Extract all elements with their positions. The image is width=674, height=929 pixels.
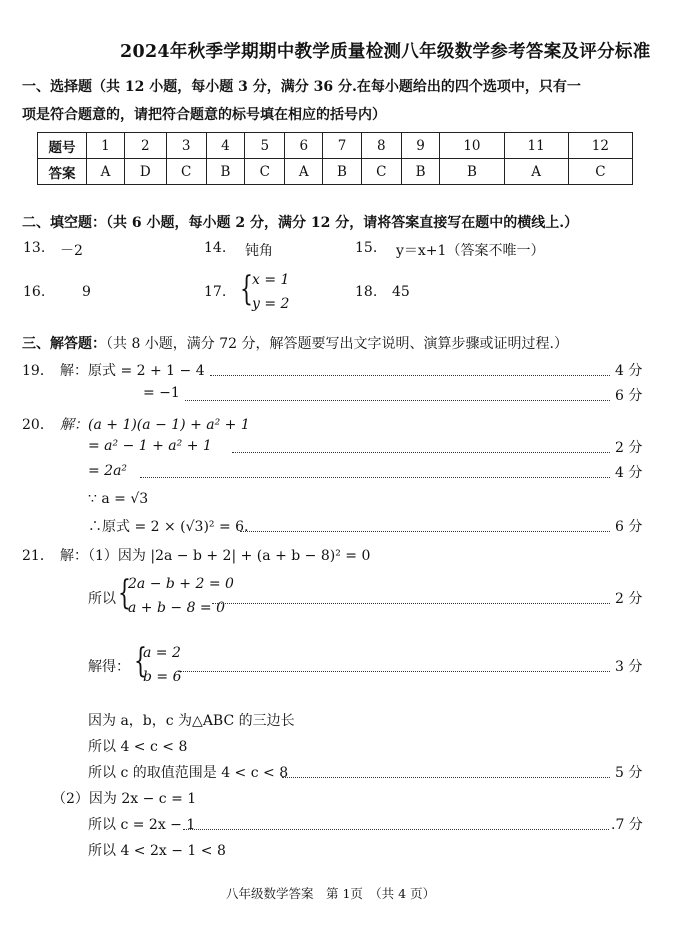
- table-cell: B: [401, 159, 440, 185]
- q16-number: 16.: [23, 284, 46, 300]
- q17-line1: x = 1: [252, 272, 290, 288]
- table-cell: 8: [361, 133, 401, 159]
- q21-part2-line2-score: .7 分: [611, 817, 643, 833]
- table-cell: A: [87, 159, 125, 185]
- q15-answer: y＝x+1（答案不唯一）: [396, 243, 545, 259]
- q20-line2-score: 2 分: [615, 440, 643, 456]
- q21-system1-line2: a + b − 8 = 0: [128, 600, 226, 616]
- q21-so-label: 所以: [88, 591, 116, 607]
- dot-leader: [232, 452, 610, 453]
- table-cell: C: [166, 159, 206, 185]
- table-cell: 10: [440, 133, 504, 159]
- q21-system2-score: 3 分: [615, 659, 643, 675]
- q20-line2: = a² − 1 + a² + 1: [88, 438, 212, 454]
- q21-system2-line1: a = 2: [143, 645, 181, 661]
- table-header-cell: 答案: [38, 159, 87, 185]
- q21-system2-line2: b = 6: [143, 669, 182, 685]
- q21-part2-line2: 所以 c = 2x − 1: [88, 817, 196, 833]
- table-cell: 12: [568, 133, 632, 159]
- dot-leader: [140, 477, 610, 478]
- table-cell: 2: [124, 133, 166, 159]
- section3-heading-title: 三、解答题：: [22, 336, 106, 352]
- table-cell: B: [323, 159, 362, 185]
- q18-number: 18.: [355, 284, 378, 300]
- q20-line5-score: 6 分: [615, 519, 643, 535]
- table-cell: C: [361, 159, 401, 185]
- q17-number: 17.: [204, 284, 227, 300]
- table-cell: B: [440, 159, 504, 185]
- dot-leader: [240, 531, 610, 532]
- section1-heading: 一、选择题（共 12 小题，每小题 3 分，满分 36 分.在每小题给出的四个选项中，只有一: [22, 79, 581, 95]
- table-cell: 5: [245, 133, 285, 159]
- q21-line1: 解：（1）因为 |2a − b + 2| + (a + b − 8)² = 0: [60, 548, 371, 564]
- table-cell: 4: [206, 133, 245, 159]
- section1-heading-cont: 项是符合题意的，请把符合题意的标号填在相应的括号内）: [22, 107, 386, 123]
- q21-system1-brace: {: [118, 573, 131, 613]
- table-cell: 7: [323, 133, 362, 159]
- table-cell: A: [285, 159, 323, 185]
- table-cell: 11: [504, 133, 568, 159]
- q21-number: 21．: [22, 548, 54, 564]
- table-cell: B: [206, 159, 245, 185]
- dot-leader: [282, 777, 610, 778]
- dot-leader: [185, 400, 610, 401]
- dot-leader: [183, 829, 609, 830]
- q20-line5: ∴原式 = 2 × (√3)² = 6．: [88, 519, 259, 535]
- dot-leader: [178, 671, 610, 672]
- q14-number: 14.: [204, 240, 227, 256]
- q20-line1: 解：(a + 1)(a − 1) + a² + 1: [60, 417, 250, 433]
- q20-number: 20．: [22, 417, 54, 433]
- table-row-numbers: [38, 133, 633, 159]
- q19-number: 19．: [22, 363, 54, 379]
- q17-brace: {: [240, 269, 253, 309]
- q13-number: 13.: [23, 240, 46, 256]
- answer-table: [37, 132, 633, 185]
- q19-line2: = −1: [143, 385, 180, 401]
- q17-line2: y = 2: [252, 296, 290, 312]
- table-cell: C: [245, 159, 285, 185]
- q21-solve-label: 解得：: [88, 659, 130, 675]
- q16-answer: 9: [82, 284, 91, 300]
- dot-leader: [212, 603, 610, 604]
- q13-answer: －2: [60, 243, 83, 259]
- q21-system1-line1: 2a − b + 2 = 0: [128, 576, 234, 592]
- q21-system1-score: 2 分: [615, 591, 643, 607]
- table-cell: A: [504, 159, 568, 185]
- q20-line3-score: 4 分: [615, 465, 643, 481]
- table-cell: 6: [285, 133, 323, 159]
- page-footer: 八年级数学答案 第 1页 （共 4 页）: [226, 886, 436, 901]
- q15-number: 15.: [355, 240, 378, 256]
- table-cell: D: [124, 159, 166, 185]
- page-title: 2024年秋季学期期中教学质量检测八年级数学参考答案及评分标准: [120, 42, 651, 62]
- dot-leader: [210, 375, 610, 376]
- q19-line2-score: 6 分: [615, 388, 643, 404]
- table-header-cell: 题号: [38, 133, 87, 159]
- q19-line1-score: 4 分: [615, 363, 643, 379]
- table-cell: C: [568, 159, 632, 185]
- table-cell: 3: [166, 133, 206, 159]
- table-cell: 1: [87, 133, 125, 159]
- q21-line-c-score: 5 分: [615, 765, 643, 781]
- q20-line4: ∵ a = √3: [88, 491, 149, 507]
- section3-heading-rest: （共 8 小题，满分 72 分，解答题要写出文字说明、演算步骤或证明过程.）: [106, 336, 568, 352]
- table-row-answers: [38, 159, 633, 185]
- q18-answer: 45: [392, 284, 410, 300]
- q21-line-c: 所以 c 的取值范围是 4 < c < 8: [88, 765, 289, 781]
- q21-system2-brace: {: [134, 641, 147, 681]
- q19-line1: 解：原式 = 2 + 1 − 4: [60, 363, 205, 379]
- q14-answer: 钝角: [245, 243, 273, 259]
- q21-line-a: 因为 a，b，c 为△ABC 的三边长: [88, 713, 295, 729]
- q21-part2-line1: （2）因为 2x − c = 1: [52, 791, 197, 807]
- q21-line-b: 所以 4 < c < 8: [88, 739, 188, 755]
- section2-heading: 二、填空题：（共 6 小题，每小题 2 分，满分 12 分，请将答案直接写在题中的横线上.）: [22, 215, 579, 231]
- section3-heading: [22, 333, 568, 353]
- table-cell: 9: [401, 133, 440, 159]
- q21-part2-line3: 所以 4 < 2x − 1 < 8: [88, 843, 226, 859]
- q20-line3: = 2a²: [88, 463, 128, 479]
